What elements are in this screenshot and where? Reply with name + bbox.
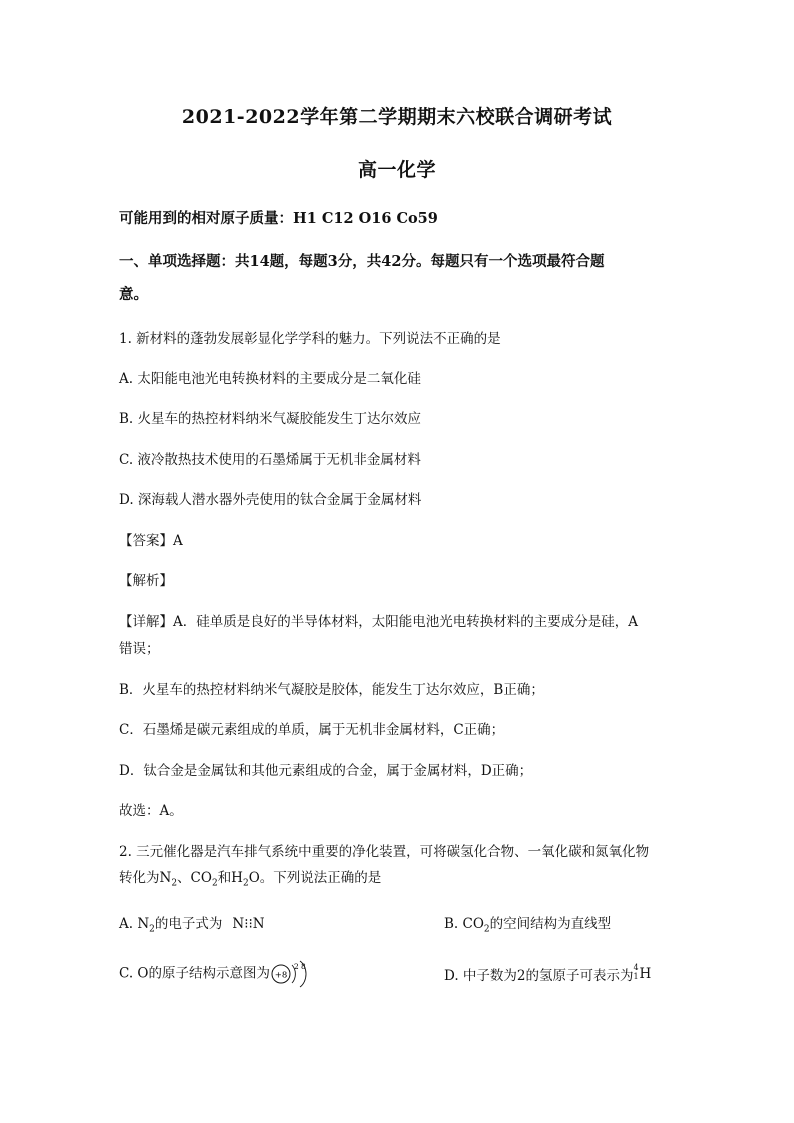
shell-2-electrons: 8: [301, 962, 306, 971]
q2-option-d: D. 中子数为2的氢原子可表示为 4 1 H: [444, 963, 652, 984]
exam-title: 2021-2022学年第二学期期末六校联合调研考试: [181, 106, 613, 128]
q1-detail-a: 【详解】A．硅单质是良好的半导体材料，太阳能电池光电转换材料的主要成分是硅，A: [119, 614, 638, 630]
section-heading-cont: 意。: [119, 286, 148, 303]
q2-option-a: A. $N_2$的电子式为 N⁝⁝N: [119, 916, 265, 935]
section-heading: 一、单项选择题：共14题，每题3分，共42分。每题只有一个选项最符合题: [119, 253, 605, 270]
q1-option-d: D. 深海载人潜水器外壳使用的钛合金属于金属材料: [119, 492, 422, 508]
q2-option-b: B. $CO_2$的空间结构为直线型: [444, 916, 612, 935]
q1-conclusion: 故选：A。: [119, 803, 183, 819]
q1-detail-a-cont: 错误；: [119, 641, 160, 657]
q2-stem: 2. 三元催化器是汽车排气系统中重要的净化装置，可将碳氢化合物、一氧化碳和氮氧化物: [119, 844, 650, 860]
q1-analysis-label: 【解析】: [119, 573, 173, 589]
atomic-masses: 可能用到的相对原子质量：H1 C12 O16 Co59: [119, 210, 438, 227]
n2-electron-formula: N⁝⁝N: [232, 916, 265, 932]
shell-1-electrons: 2: [294, 962, 299, 971]
q2-stem-cont: 转化为$N_2$、$CO_2$和$H_2O$。下列说法正确的是: [119, 870, 382, 889]
hydrogen-isotope-notation: 4 1 H: [633, 963, 652, 982]
q1-option-c: C. 液冷散热技术使用的石墨烯属于无机非金属材料: [119, 452, 421, 468]
q1-detail-d: D．钛合金是金属钛和其他元素组成的合金，属于金属材料，D正确；: [119, 763, 533, 779]
q1-option-b: B. 火星车的热控材料纳米气凝胶能发生丁达尔效应: [119, 411, 422, 427]
q1-answer: 【答案】A: [119, 533, 183, 549]
q2-option-c: C. O的原子结构示意图为 +8 2 8: [119, 956, 310, 992]
subject-title: 高一化学: [357, 159, 436, 181]
q1-option-a: A. 太阳能电池光电转换材料的主要成分是二氧化硅: [119, 371, 421, 387]
nucleus-charge: +8: [274, 970, 288, 981]
q1-stem: 1. 新材料的蓬勃发展彰显化学学科的魅力。下列说法不正确的是: [119, 331, 501, 347]
oxygen-atom-structure-icon: [270, 956, 310, 992]
q1-detail-b: B．火星车的热控材料纳米气凝胶是胶体，能发生丁达尔效应，B正确；: [119, 682, 544, 698]
q1-detail-c: C．石墨烯是碳元素组成的单质，属于无机非金属材料，C正确；: [119, 722, 505, 738]
